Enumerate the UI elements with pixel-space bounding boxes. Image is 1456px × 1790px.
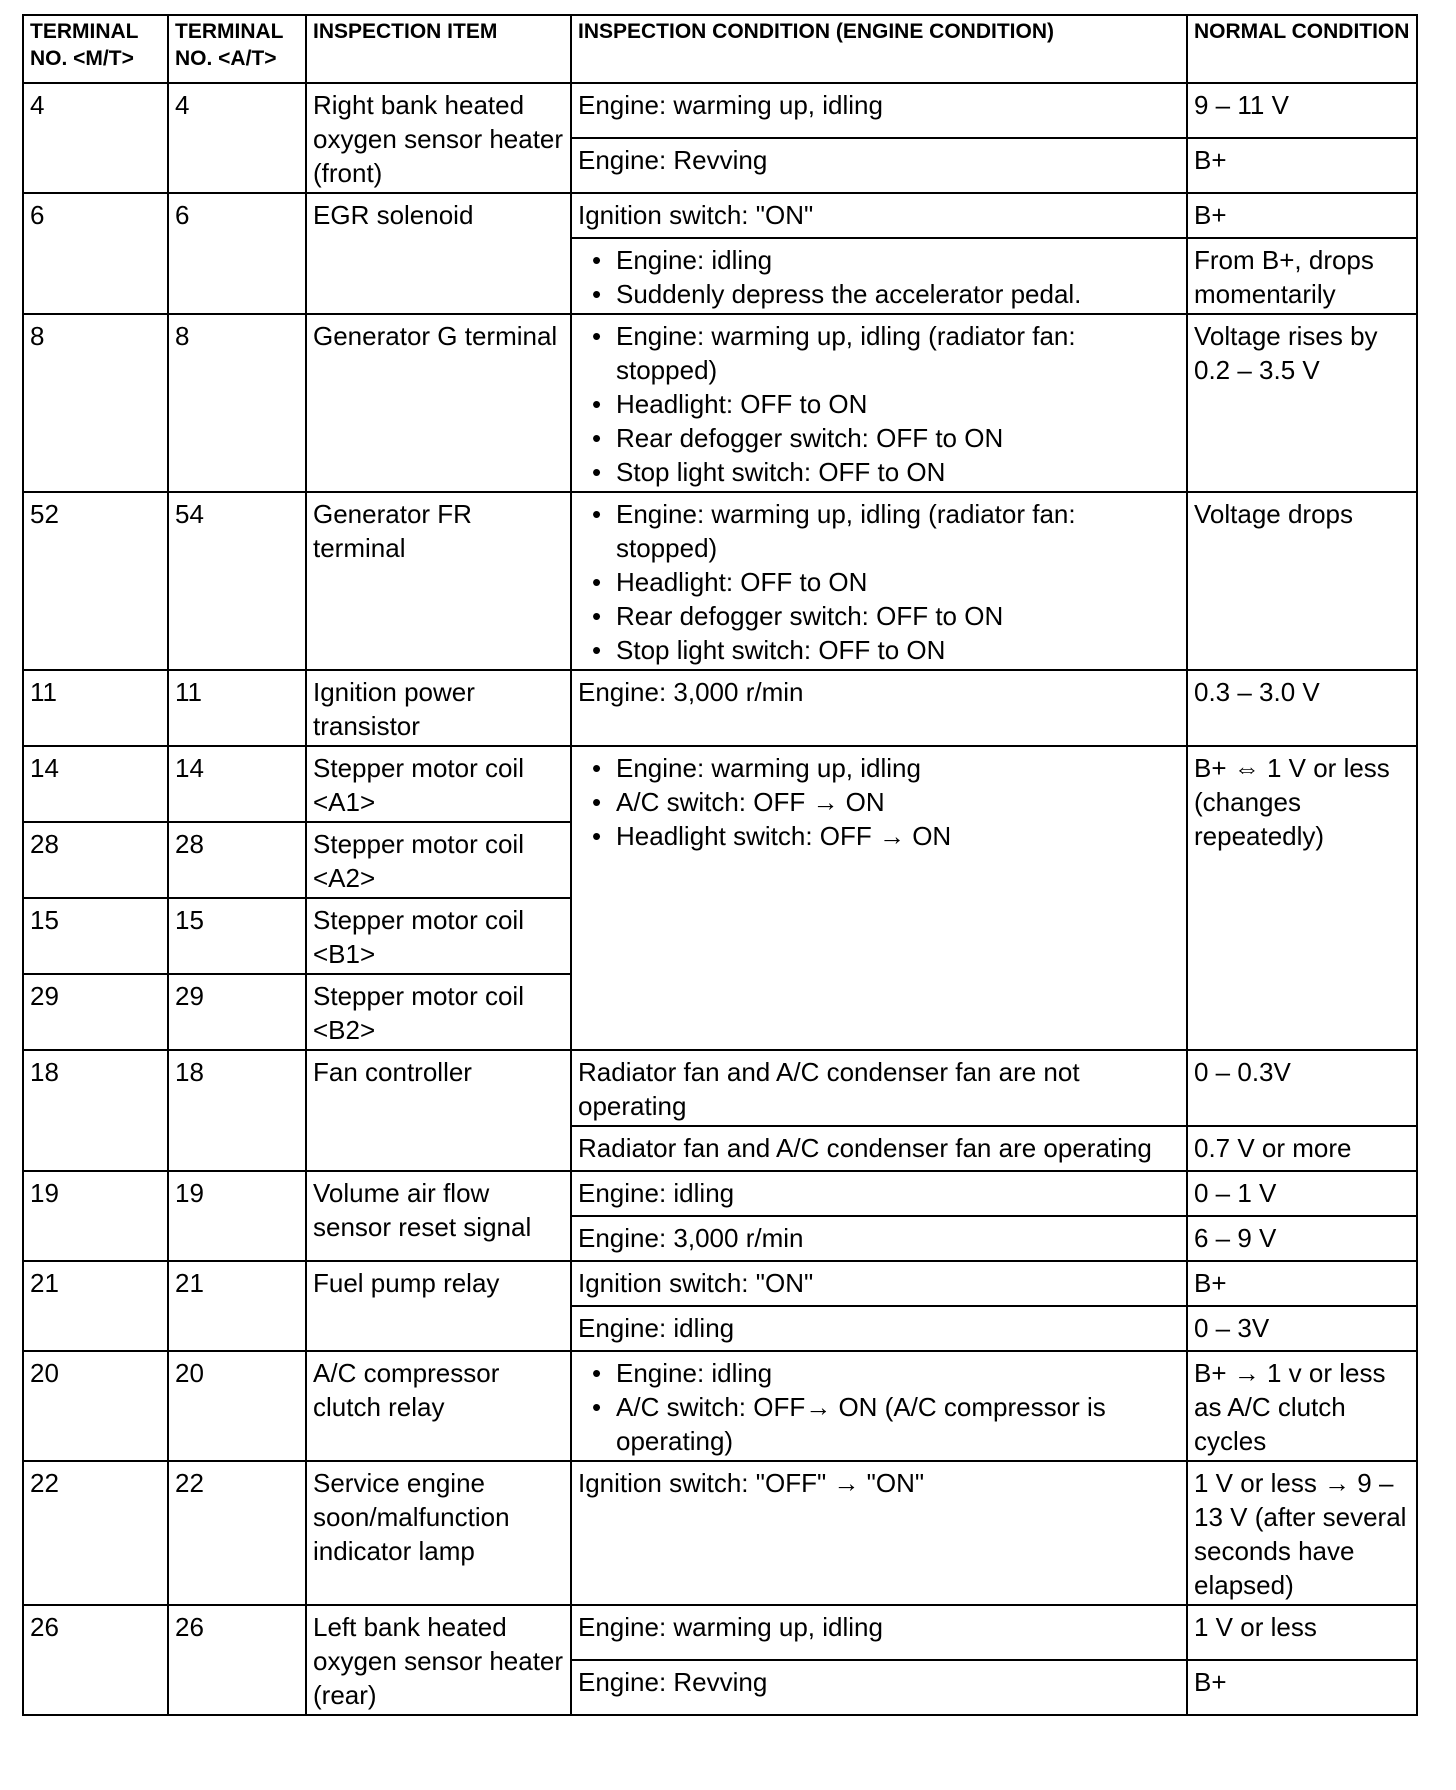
inspection-condition-cell: Ignition switch: "ON"	[571, 193, 1187, 238]
condition-bullet: • Headlight switch: OFF → ON	[616, 819, 1180, 853]
header-row	[23, 15, 1417, 83]
inspection-condition-cell	[571, 492, 1187, 670]
condition-bullet: • Suddenly depress the accelerator pedal.	[616, 277, 1180, 311]
normal-condition-cell: 0 – 0.3V	[1187, 1050, 1417, 1126]
inspection-condition-cell: Engine: warming up, idling	[571, 1605, 1187, 1660]
condition-bullet: • A/C switch: OFF→ ON (A/C compressor is operating)	[616, 1390, 1180, 1458]
inspection-item-cell: Stepper motor coil <A1>	[306, 746, 571, 822]
inspection-condition-cell: Engine: Revving	[571, 138, 1187, 193]
normal-condition-cell: B+	[1187, 1660, 1417, 1715]
terminal-at-cell: 28	[168, 822, 306, 898]
condition-bullet-list	[578, 243, 1180, 311]
inspection-condition-cell: Ignition switch: "ON"	[571, 1261, 1187, 1306]
condition-bullet: • Engine: idling	[616, 1356, 1180, 1390]
inspection-item-cell: Fan controller	[306, 1050, 571, 1171]
terminal-at-cell: 11	[168, 670, 306, 746]
header-inspection-item: INSPECTION ITEM	[306, 15, 571, 83]
header-normal-condition: NORMAL CONDITION	[1187, 15, 1417, 83]
normal-condition-cell: B+ ⇔ 1 V or less (changes repeatedly)	[1187, 746, 1417, 1050]
inspection-item-cell: A/C compressor clutch relay	[306, 1351, 571, 1461]
terminal-at-cell: 19	[168, 1171, 306, 1261]
terminal-mt-cell: 14	[23, 746, 168, 822]
normal-condition-cell: B+ → 1 v or less as A/C clutch cycles	[1187, 1351, 1417, 1461]
normal-condition-cell: 0 – 1 V	[1187, 1171, 1417, 1216]
header-terminal-at: TERMINAL NO. <A/T>	[168, 15, 306, 83]
inspection-condition-cell: Engine: 3,000 r/min	[571, 670, 1187, 746]
condition-bullet: • Stop light switch: OFF to ON	[616, 633, 1180, 667]
inspection-condition-cell: Ignition switch: "OFF" → "ON"	[571, 1461, 1187, 1605]
inspection-condition-cell: Radiator fan and A/C condenser fan are operating	[571, 1126, 1187, 1171]
inspection-item-cell: Service engine soon/malfunction indicator lamp	[306, 1461, 571, 1605]
terminal-mt-cell: 15	[23, 898, 168, 974]
inspection-item-cell: Stepper motor coil <B1>	[306, 898, 571, 974]
table-row	[23, 1461, 1417, 1605]
condition-bullet: • Rear defogger switch: OFF to ON	[616, 599, 1180, 633]
inspection-item-cell: Generator G terminal	[306, 314, 571, 492]
terminal-mt-cell: 18	[23, 1050, 168, 1171]
table-row	[23, 1605, 1417, 1660]
inspection-condition-cell: Radiator fan and A/C condenser fan are not operating	[571, 1050, 1187, 1126]
normal-condition-cell: B+	[1187, 1261, 1417, 1306]
normal-condition-cell: Voltage drops	[1187, 492, 1417, 670]
normal-condition-cell: 0.7 V or more	[1187, 1126, 1417, 1171]
inspection-item-cell: Left bank heated oxygen sensor heater (rear)	[306, 1605, 571, 1715]
condition-bullet: • Headlight: OFF to ON	[616, 387, 1180, 421]
condition-bullet: • A/C switch: OFF → ON	[616, 785, 1180, 819]
terminal-mt-cell: 11	[23, 670, 168, 746]
terminal-mt-cell: 19	[23, 1171, 168, 1261]
inspection-item-cell: Fuel pump relay	[306, 1261, 571, 1351]
condition-bullet: • Rear defogger switch: OFF to ON	[616, 421, 1180, 455]
terminal-at-cell: 26	[168, 1605, 306, 1715]
terminal-at-cell: 21	[168, 1261, 306, 1351]
table-body	[23, 83, 1417, 1715]
terminal-at-cell: 15	[168, 898, 306, 974]
terminal-at-cell: 18	[168, 1050, 306, 1171]
inspection-condition-cell: Engine: 3,000 r/min	[571, 1216, 1187, 1261]
condition-bullet-list	[578, 319, 1180, 489]
terminal-mt-cell: 52	[23, 492, 168, 670]
terminal-at-cell: 6	[168, 193, 306, 314]
terminal-mt-cell: 22	[23, 1461, 168, 1605]
table-row	[23, 83, 1417, 138]
normal-condition-cell: 6 – 9 V	[1187, 1216, 1417, 1261]
inspection-condition-cell	[571, 314, 1187, 492]
condition-bullet: • Stop light switch: OFF to ON	[616, 455, 1180, 489]
terminal-mt-cell: 4	[23, 83, 168, 193]
terminal-at-cell: 20	[168, 1351, 306, 1461]
terminal-at-cell: 29	[168, 974, 306, 1050]
condition-bullet: • Engine: warming up, idling (radiator fan: stopped)	[616, 319, 1180, 387]
inspection-condition-cell	[571, 1351, 1187, 1461]
inspection-item-cell: Stepper motor coil <A2>	[306, 822, 571, 898]
terminal-at-cell: 54	[168, 492, 306, 670]
terminal-at-cell: 14	[168, 746, 306, 822]
condition-bullet: • Engine: warming up, idling	[616, 751, 1180, 785]
condition-bullet: • Headlight: OFF to ON	[616, 565, 1180, 599]
condition-bullet-list	[578, 497, 1180, 667]
table-row	[23, 1050, 1417, 1126]
inspection-condition-cell: Engine: idling	[571, 1171, 1187, 1216]
condition-bullet-list	[578, 1356, 1180, 1458]
header-terminal-mt: TERMINAL NO. <M/T>	[23, 15, 168, 83]
table-row	[23, 670, 1417, 746]
terminal-mt-cell: 26	[23, 1605, 168, 1715]
condition-bullet: • Engine: warming up, idling (radiator fan: stopped)	[616, 497, 1180, 565]
terminal-mt-cell: 6	[23, 193, 168, 314]
normal-condition-cell: 0.3 – 3.0 V	[1187, 670, 1417, 746]
table-row	[23, 1351, 1417, 1461]
terminal-mt-cell: 29	[23, 974, 168, 1050]
terminal-mt-cell: 21	[23, 1261, 168, 1351]
table-row	[23, 193, 1417, 238]
inspection-item-cell: Ignition power transistor	[306, 670, 571, 746]
normal-condition-cell: B+	[1187, 138, 1417, 193]
inspection-condition-cell	[571, 746, 1187, 1050]
inspection-item-cell: Generator FR terminal	[306, 492, 571, 670]
inspection-item-cell: Right bank heated oxygen sensor heater (front)	[306, 83, 571, 193]
normal-condition-cell: 1 V or less → 9 – 13 V (after several seconds have elapsed)	[1187, 1461, 1417, 1605]
terminal-at-cell: 4	[168, 83, 306, 193]
inspection-condition-cell: Engine: Revving	[571, 1660, 1187, 1715]
normal-condition-cell: Voltage rises by 0.2 – 3.5 V	[1187, 314, 1417, 492]
normal-condition-cell: 1 V or less	[1187, 1605, 1417, 1660]
table-row	[23, 746, 1417, 822]
inspection-table	[22, 14, 1418, 1716]
terminal-mt-cell: 8	[23, 314, 168, 492]
condition-bullet-list	[578, 751, 1180, 853]
inspection-condition-cell: Engine: warming up, idling	[571, 83, 1187, 138]
table-row	[23, 1261, 1417, 1306]
inspection-item-cell: Volume air flow sensor reset signal	[306, 1171, 571, 1261]
inspection-condition-cell	[571, 238, 1187, 314]
table-row	[23, 492, 1417, 670]
normal-condition-cell: B+	[1187, 193, 1417, 238]
table-row	[23, 1171, 1417, 1216]
inspection-condition-cell: Engine: idling	[571, 1306, 1187, 1351]
table-row	[23, 314, 1417, 492]
terminal-mt-cell: 28	[23, 822, 168, 898]
table-header	[23, 15, 1417, 83]
terminal-mt-cell: 20	[23, 1351, 168, 1461]
normal-condition-cell: 9 – 11 V	[1187, 83, 1417, 138]
normal-condition-cell: 0 – 3V	[1187, 1306, 1417, 1351]
normal-condition-cell: From B+, drops momentarily	[1187, 238, 1417, 314]
header-inspection-condition: INSPECTION CONDITION (ENGINE CONDITION)	[571, 15, 1187, 83]
condition-bullet: • Engine: idling	[616, 243, 1180, 277]
inspection-item-cell: Stepper motor coil <B2>	[306, 974, 571, 1050]
terminal-at-cell: 8	[168, 314, 306, 492]
inspection-item-cell: EGR solenoid	[306, 193, 571, 314]
terminal-at-cell: 22	[168, 1461, 306, 1605]
